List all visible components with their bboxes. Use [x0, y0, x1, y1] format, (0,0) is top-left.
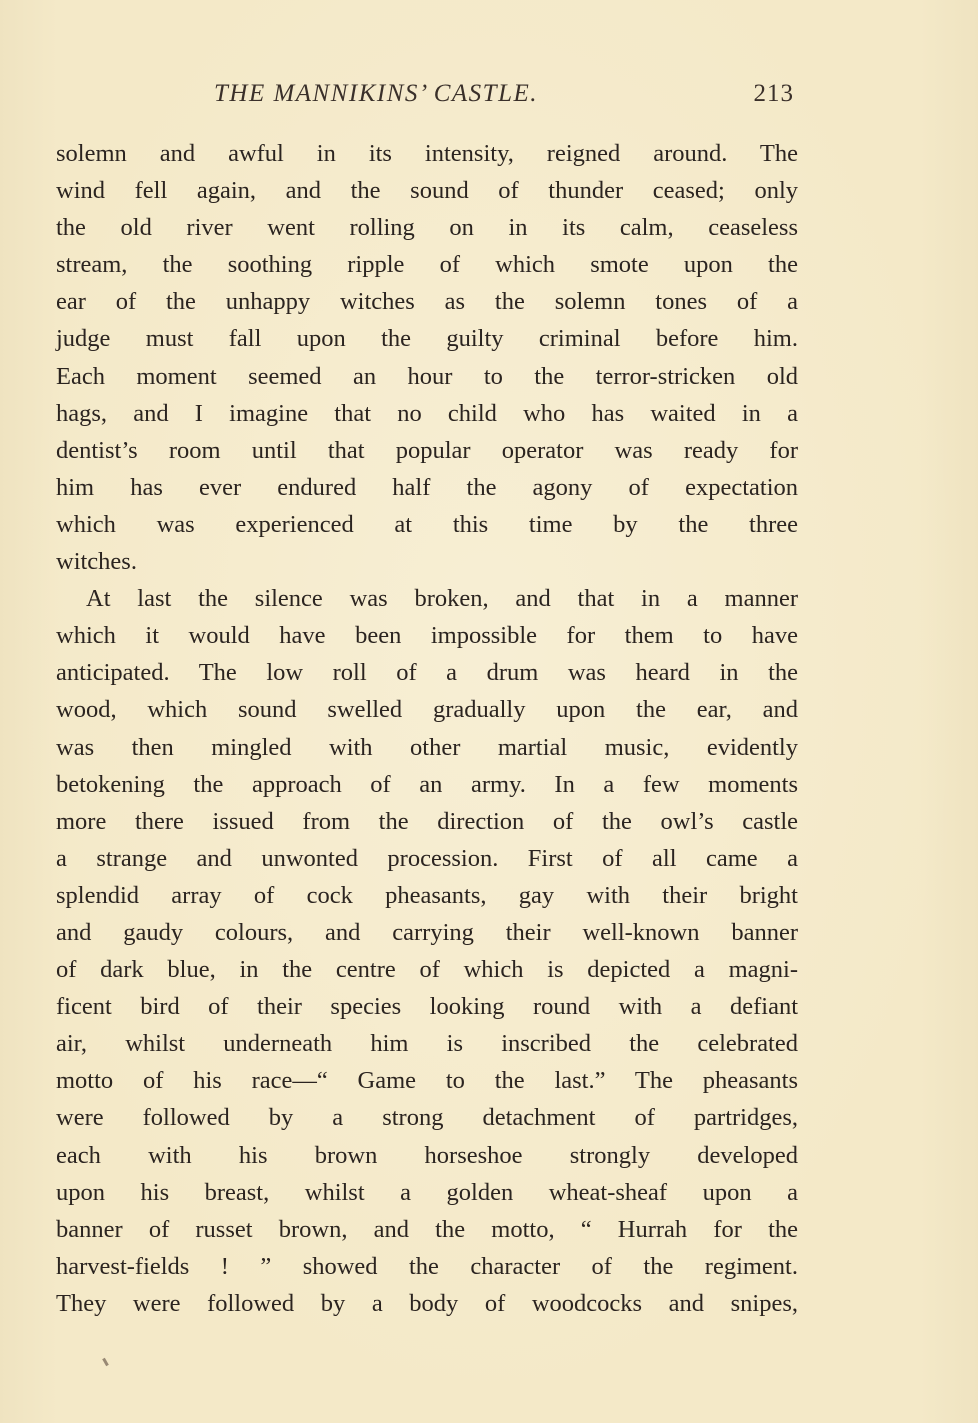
- text-line: wind fell again, and the sound of thunder ceased; only: [56, 177, 798, 205]
- text-line: splendid array of cock pheasants, gay with their bright: [56, 881, 798, 909]
- page-number: 213: [753, 80, 794, 107]
- text-line: wood, which sound swelled gradually upon the ear, and: [56, 696, 798, 724]
- text-line: solemn and awful in its intensity, reigned around. The: [56, 140, 798, 167]
- text-line: ear of the unhappy witches as the solemn tones of a: [56, 288, 798, 316]
- text-line: ficent bird of their species looking round with a defiant: [56, 993, 798, 1021]
- text-line: They were followed by a body of woodcocks and snipes,: [56, 1289, 798, 1317]
- text-line: upon his breast, whilst a golden wheat-sheaf upon a: [56, 1178, 798, 1206]
- text-line: which it would have been impossible for them to have: [56, 622, 798, 650]
- text-line: him has ever endured half the agony of expectation: [56, 473, 798, 501]
- text-line: witches.: [56, 548, 137, 576]
- text-line: which was experienced at this time by the three: [56, 510, 798, 538]
- text-line: At last the silence was broken, and that in a manner: [86, 585, 798, 613]
- running-head: [56, 74, 798, 114]
- text-line: of dark blue, in the centre of which is depicted a magni-: [56, 956, 798, 984]
- text-line: more there issued from the direction of the owl’s castle: [56, 807, 798, 835]
- text-line: motto of his race—“ Game to the last.” The pheasants: [56, 1067, 798, 1095]
- text-line: were followed by a strong detachment of partridges,: [56, 1104, 798, 1132]
- paragraph-1: [56, 135, 798, 580]
- running-title: THE MANNIKINS’ CASTLE.: [213, 80, 538, 107]
- text-line: judge must fall upon the guilty criminal before him.: [56, 325, 798, 353]
- text-line: the old river went rolling on in its calm, ceaseless: [56, 214, 798, 242]
- text-line: harvest-fields ! ” showed the character of the regiment.: [56, 1252, 798, 1280]
- text-line: betokening the approach of an army. In a few moments: [56, 770, 798, 798]
- text-line: a strange and unwonted procession. First of all came a: [56, 844, 798, 872]
- text-line: was then mingled with other martial music, evidently: [56, 733, 798, 761]
- text-line: banner of russet brown, and the motto, “ Hurrah for the: [56, 1215, 798, 1243]
- text-line: and gaudy colours, and carrying their well-known banner: [56, 918, 798, 946]
- text-line: stream, the soothing ripple of which smote upon the: [56, 251, 798, 279]
- body-text: [56, 135, 798, 1322]
- ink-speck: [102, 1358, 109, 1366]
- text-line: dentist’s room until that popular operator was ready for: [56, 436, 798, 464]
- text-line: air, whilst underneath him is inscribed the celebrated: [56, 1030, 798, 1058]
- text-line: Each moment seemed an hour to the terror-stricken old: [56, 362, 798, 390]
- paragraph-2: [56, 580, 798, 1322]
- text-line: anticipated. The low roll of a drum was heard in the: [56, 659, 798, 687]
- text-line: hags, and I imagine that no child who has waited in a: [56, 399, 798, 427]
- text-line: each with his brown horseshoe strongly developed: [56, 1141, 798, 1169]
